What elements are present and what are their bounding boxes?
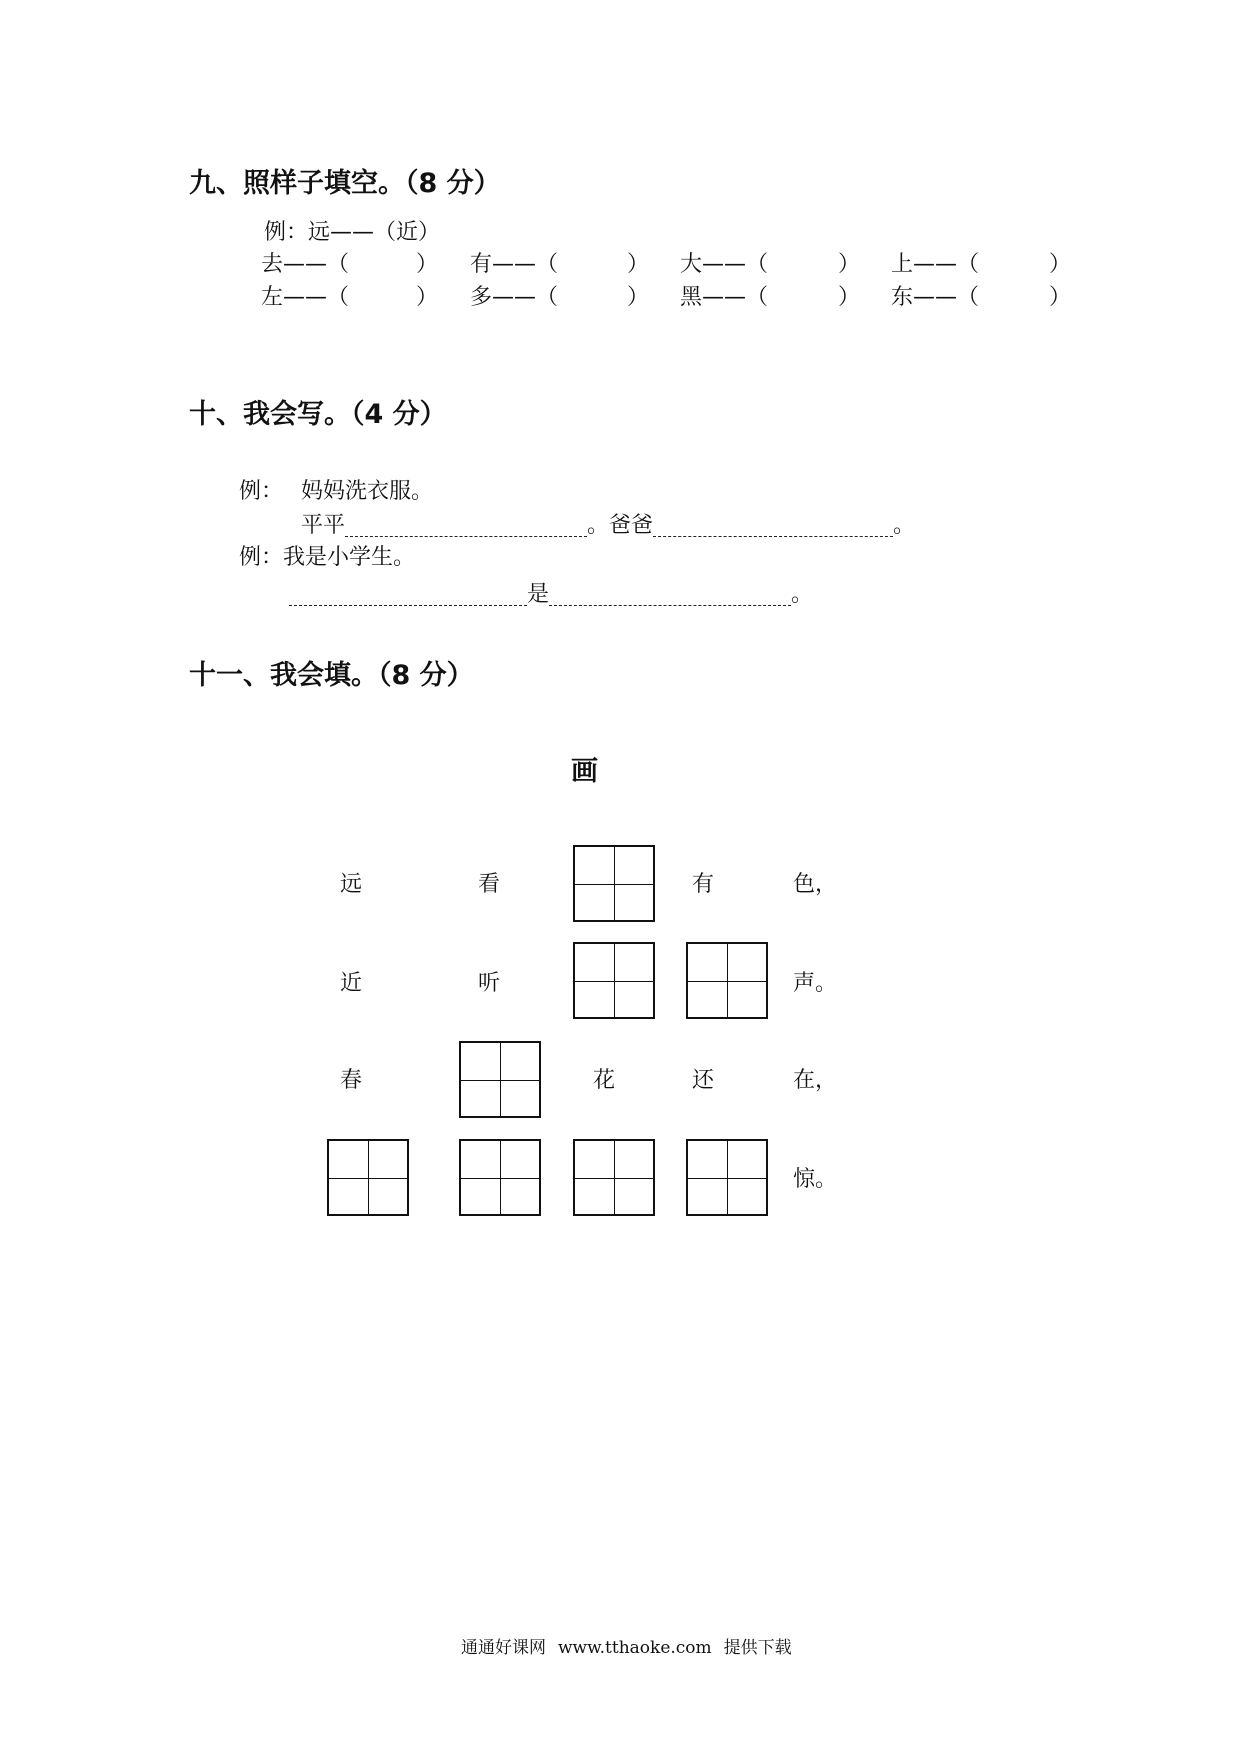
tianzige-box: [686, 1139, 768, 1216]
antonym-item-word: 有——（: [470, 252, 559, 277]
tianzige-box: [327, 1139, 409, 1216]
poem-char: 花: [593, 1068, 616, 1093]
footer-url: www.tthaoke.com: [558, 1638, 712, 1658]
antonym-item-close: ）: [416, 285, 439, 310]
poem-title: 画: [571, 756, 598, 787]
antonym-item-close: ）: [838, 285, 861, 310]
tianzige-box: [573, 942, 655, 1019]
poem-char: 色，: [793, 872, 838, 897]
antonym-item-close: ）: [838, 252, 861, 277]
poem-char: 春: [340, 1068, 363, 1093]
antonym-item-word: 去——（: [261, 252, 350, 277]
poem-char: 远: [340, 872, 363, 897]
antonym-item-word: 黑——（: [680, 285, 769, 310]
sentence-line-1: [301, 512, 915, 537]
sentence-line-2: [289, 581, 813, 606]
antonym-item-word: 上——（: [891, 252, 980, 277]
antonym-item-word: 大——（: [680, 252, 769, 277]
section-9-example: 例：远——（近）: [264, 220, 441, 245]
antonym-item-close: ）: [1049, 285, 1072, 310]
tianzige-box: [459, 1139, 541, 1216]
answer-blank: [549, 581, 791, 606]
example-1-label: 例：: [239, 479, 284, 504]
sentence-middle: 是: [527, 582, 550, 607]
sentence-prefix: 平平: [301, 513, 346, 538]
sentence-middle: 。爸爸: [587, 513, 654, 538]
answer-blank: [289, 581, 527, 606]
footer-site-name: 通通好课网: [461, 1638, 546, 1658]
antonym-item-word: 多——（: [470, 285, 559, 310]
example-1-sentence: 妈妈洗衣服。: [301, 479, 434, 504]
answer-blank: [345, 512, 587, 537]
tianzige-box: [573, 845, 655, 922]
footer-suffix: 提供下载: [723, 1638, 792, 1658]
antonym-item-close: ）: [416, 252, 439, 277]
poem-char: 看: [478, 872, 501, 897]
antonym-item-word: 左——（: [261, 285, 350, 310]
poem-char: 近: [340, 971, 363, 996]
sentence-suffix: 。: [791, 582, 814, 607]
section-10-title: 十、我会写。（4 分）: [189, 399, 447, 430]
antonym-item-word: 东——（: [891, 285, 980, 310]
example-2-sentence: 例：我是小学生。: [239, 545, 416, 570]
page-footer: [461, 1638, 804, 1658]
poem-char: 惊。: [793, 1167, 838, 1192]
poem-char: 声。: [793, 971, 838, 996]
poem-char: 有: [692, 872, 715, 897]
answer-blank: [653, 512, 893, 537]
tianzige-box: [459, 1041, 541, 1118]
poem-char: 还: [692, 1068, 715, 1093]
section-9-title: 九、照样子填空。（8 分）: [189, 168, 501, 199]
poem-char: 在，: [793, 1068, 838, 1093]
tianzige-box: [686, 942, 768, 1019]
sentence-suffix: 。: [893, 513, 916, 538]
antonym-item-close: ）: [627, 252, 650, 277]
tianzige-box: [573, 1139, 655, 1216]
section-11-title: 十一、我会填。（8 分）: [189, 660, 474, 691]
antonym-item-close: ）: [627, 285, 650, 310]
poem-char: 听: [478, 971, 501, 996]
antonym-item-close: ）: [1049, 252, 1072, 277]
